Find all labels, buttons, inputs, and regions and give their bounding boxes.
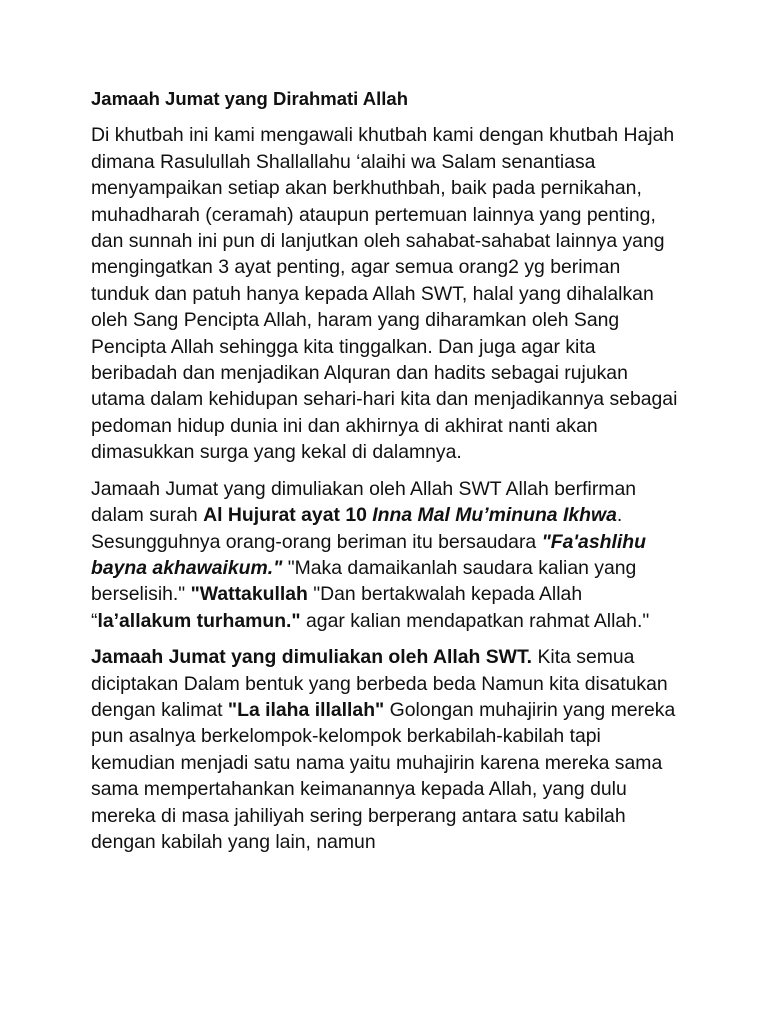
paragraph-3-text: Kita semua diciptakan Dalam bentuk yang berbeda beda Namun kita disatukan dengan kalimat <box>91 646 668 721</box>
verse-quote-3: "Wattakullah <box>190 583 308 606</box>
paragraph-2-text: "Dan bertakwalah kepada Allah “ <box>91 583 583 632</box>
paragraph-3 <box>91 644 681 855</box>
verse-quote-2: "Fa'ashlihu bayna akhawaikum." <box>91 530 646 579</box>
paragraph-2-text: . Sesungguhnya orang-orang beriman itu bersaudara <box>91 504 623 553</box>
verse-quote-1: Inna Mal Mu’minuna Ikhwa <box>372 504 617 527</box>
document-body <box>91 86 681 865</box>
verse-quote-4: la’allakum turhamun." <box>97 609 301 632</box>
section-heading: Jamaah Jumat yang Dirahmati Allah <box>91 88 409 109</box>
kalimat-quote: "La ilaha illallah" <box>227 698 385 721</box>
paragraph-2-text: Jamaah Jumat yang dimuliakan oleh Allah SWT Allah berfirman dalam surah <box>91 477 637 527</box>
paragraph-1: Di khutbah ini kami mengawali khutbah kami dengan khutbah Hajah dimana Rasulullah Shallallahu ‘alaihi wa Salam senantiasa menyampaikan setiap akan berkhuthbah, baik pada pernikahan, muhadharah (ceramah) ataupun pertemuan lainnya yang penting, dan sunnah ini pun di lanjutkan oleh sahabat-sahabat lainnya yang mengingatkan 3 ayat penting, agar semua orang2 yg beriman tunduk dan patuh hanya kepada Allah SWT, halal yang dihalalkan oleh Sang Pencipta Allah, haram yang diharamkan oleh Sang Pencipta Allah sehingga kita tinggalkan. Dan juga agar kita beribadah dan menjadikan Alquran dan hadits sebagai rujukan utama dalam kehidupan sehari-hari kita dan menjadikannya sebagai pedoman hidup dunia ini dan akhirnya di akhirat nanti akan dimasukkan surga yang kekal di dalamnya. <box>91 124 678 464</box>
paragraph-2-text: agar kalian mendapatkan rahmat Allah." <box>300 609 650 632</box>
paragraph-3-text: Golongan muhajirin yang mereka pun asalnya berkelompok-kelompok berkabilah-kabilah tapi kemudian menjadi satu nama yaitu muhajirin karena mereka sama sama mempertahankan keimanannya kepada Allah, yang dulu mereka di masa jahiliyah sering berperang antara satu kabilah dengan kabilah yang lain, namun <box>91 698 676 853</box>
paragraph-3-opening: Jamaah Jumat yang dimuliakan oleh Allah SWT. <box>91 646 533 669</box>
paragraph-2-text: "Maka damaikanlah saudara kalian yang berselisih." <box>91 556 637 606</box>
paragraph-2 <box>91 476 681 634</box>
surah-reference: Al Hujurat ayat 10 <box>203 504 367 527</box>
